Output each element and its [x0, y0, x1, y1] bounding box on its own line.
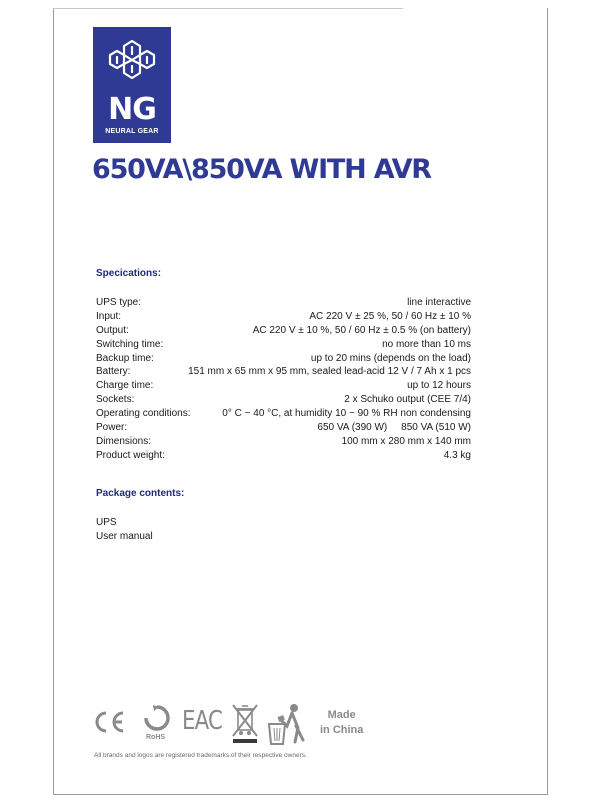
spec-value: 2 x Schuko output (CEE 7/4) — [344, 394, 471, 406]
spec-value: 650 VA (390 W) 850 VA (510 W) — [317, 422, 471, 434]
spec-row — [96, 421, 471, 435]
spec-label: Input: — [96, 310, 122, 322]
package-contents-heading: Package contents: — [96, 488, 185, 499]
spec-row — [96, 338, 471, 352]
tidy-man-icon — [265, 702, 311, 746]
list-item: UPS — [96, 517, 117, 528]
made-in-china-label — [320, 708, 363, 738]
spec-label: Power: — [96, 422, 128, 434]
rohs-label: RoHS — [146, 734, 166, 741]
spec-row — [96, 352, 471, 366]
neural-gear-mark-icon — [107, 37, 157, 83]
spec-value: 0° C ~ 40 °C, at humidity 10 ~ 90 % RH non condensing — [222, 408, 471, 420]
logo-brand-name: NEURAL GEAR — [105, 128, 159, 135]
spec-row — [96, 310, 471, 324]
page-frame-top — [53, 8, 403, 9]
spec-value: AC 220 V ± 10 %, 50 / 60 Hz ± 0.5 % (on battery) — [252, 324, 471, 336]
spec-label: UPS type: — [96, 297, 142, 308]
spec-label: Charge time: — [96, 380, 154, 392]
ce-mark-icon — [92, 710, 128, 734]
made-in-line-1: Made — [327, 709, 356, 721]
spec-label: Battery: — [96, 366, 131, 378]
spec-value: 4.3 kg — [443, 449, 471, 461]
made-in-line-2: in China — [320, 724, 364, 736]
spec-label: Sockets: — [96, 394, 135, 406]
package-contents-list — [96, 516, 153, 544]
spec-value: up to 12 hours — [407, 380, 471, 392]
rohs-icon — [140, 704, 174, 732]
spec-value: 100 mm x 280 mm x 140 mm — [341, 435, 471, 447]
spec-value: line interactive — [407, 297, 471, 308]
spec-row — [96, 379, 471, 393]
spec-value: up to 20 mins (depends on the load) — [310, 352, 471, 364]
spec-label: Dimensions: — [96, 435, 152, 447]
weee-crossed-bin-icon — [230, 702, 260, 744]
spec-value: no more than 10 ms — [382, 338, 471, 350]
specifications-heading: Specications: — [96, 268, 162, 279]
spec-value: AC 220 V ± 25 %, 50 / 60 Hz ± 10 % — [309, 310, 471, 322]
specifications-table — [96, 296, 471, 463]
list-item: User manual — [96, 531, 153, 542]
brand-logo — [93, 27, 171, 143]
product-title: 650VA\850VA WITH AVR — [92, 154, 431, 185]
spec-row — [96, 435, 471, 449]
spec-row — [96, 407, 471, 421]
spec-row — [96, 365, 471, 379]
spec-label: Output: — [96, 324, 129, 336]
logo-initials: NG — [108, 92, 156, 127]
spec-label: Operating conditions: — [96, 408, 191, 420]
spec-row — [96, 324, 471, 338]
spec-label: Backup time: — [96, 352, 154, 364]
spec-label: Switching time: — [96, 338, 164, 350]
spec-row — [96, 296, 471, 310]
spec-label: Product weight: — [96, 449, 165, 461]
spec-row — [96, 449, 471, 463]
spec-row — [96, 393, 471, 407]
spec-value: 151 mm x 65 mm x 95 mm, sealed lead-acid 12 V / 7 Ah x 1 pcs — [188, 366, 471, 378]
trademark-disclaimer: All brands and logos are registered trademarks of their respective owners. — [94, 752, 307, 759]
eac-mark-icon: EAC — [182, 706, 223, 736]
